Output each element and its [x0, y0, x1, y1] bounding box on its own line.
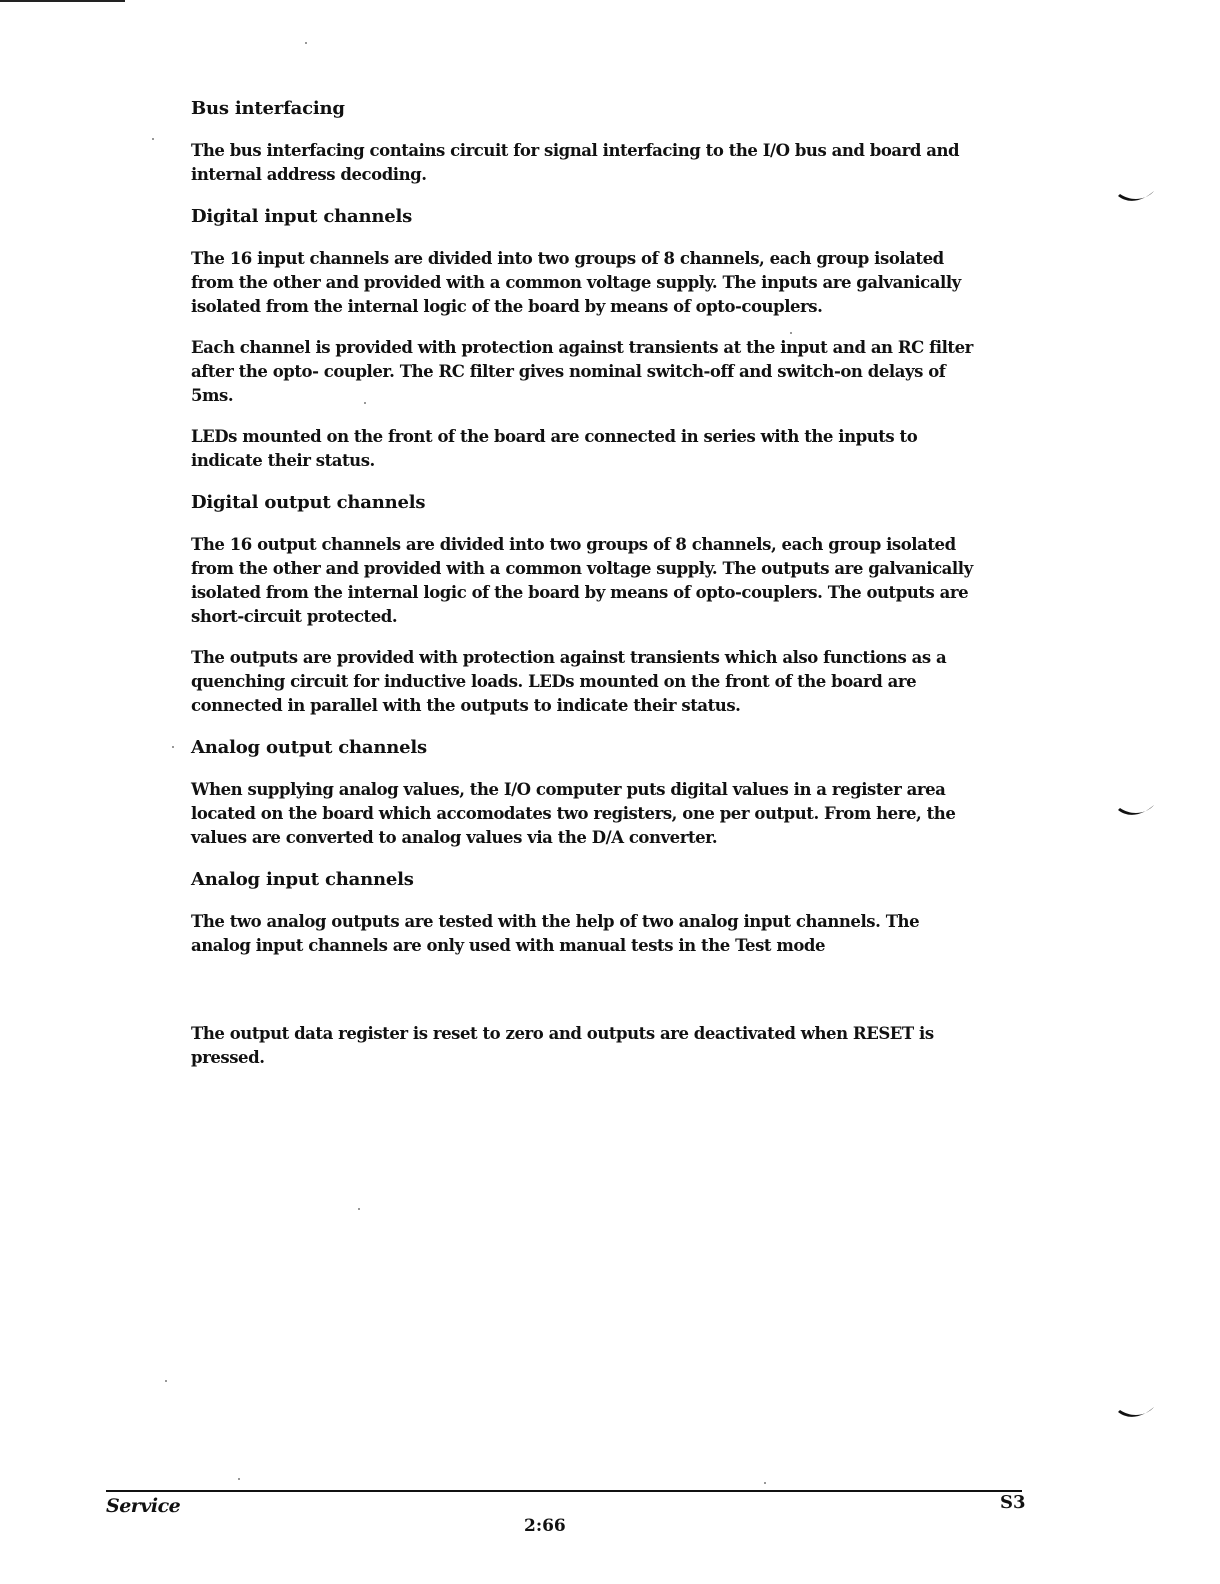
scan-speck: [305, 42, 307, 44]
scan-speck: [238, 1478, 240, 1480]
section-paragraph: The 16 input channels are divided into two groups of 8 channels, each group isolated from the other and provided with a common voltage supply. The inputs are galvanically isolated from the internal logic of the board by means of opto-couplers.: [191, 249, 961, 316]
section-heading: Analog output channels: [191, 737, 427, 758]
section-paragraph: The 16 output channels are divided into two groups of 8 channels, each group isolated from the other and provided with a common voltage supply. The outputs are galvanically isolated from the internal logic of the board by means of opto-couplers. The outputs are short-circuit protected.: [191, 535, 973, 626]
section-paragraph: When supplying analog values, the I/O computer puts digital values in a register area located on the board which accomodates two registers, one per output. From here, the values are converted to analog values via the D/A converter.: [191, 780, 956, 847]
section-paragraph: Each channel is provided with protection against transients at the input and an RC filter after the opto- coupler. The RC filter gives nominal switch-off and switch-on delays of 5ms.: [191, 338, 973, 405]
page-number: 2:66: [524, 1516, 566, 1536]
section-paragraph: The bus interfacing contains circuit for signal interfacing to the I/O bus and board and internal address decoding.: [191, 141, 960, 184]
scan-speck: [790, 332, 792, 334]
binder-mark-icon: [1116, 188, 1156, 206]
section-analog-output-channels: [191, 735, 981, 850]
scan-speck: [764, 1482, 766, 1484]
section-paragraph: LEDs mounted on the front of the board are connected in series with the inputs to indicate their status.: [191, 427, 918, 470]
scan-speck: [364, 402, 366, 404]
section-digital-output-channels: [191, 490, 981, 718]
top-edge-rule: [0, 0, 125, 2]
section-paragraph: The two analog outputs are tested with the help of two analog input channels. The analog input channels are only used with manual tests in the Test mode: [191, 912, 920, 955]
footer-section-label: Service: [106, 1495, 181, 1517]
binder-mark-icon: [1116, 802, 1156, 820]
section-heading: Bus interfacing: [191, 98, 345, 119]
binder-mark-icon: [1116, 1404, 1156, 1422]
scan-speck: [152, 138, 154, 140]
section-heading: Digital output channels: [191, 492, 426, 513]
scan-speck: [165, 1380, 167, 1382]
page-body: [191, 96, 981, 1087]
reset-note: The output data register is reset to zero and outputs are deactivated when RESET is pressed.: [191, 1024, 934, 1067]
section-heading: Analog input channels: [191, 869, 414, 890]
section-bus-interfacing: [191, 96, 981, 187]
footer-rule: [106, 1490, 1022, 1492]
section-heading: Digital input channels: [191, 206, 413, 227]
section-analog-input-channels: [191, 867, 981, 958]
footer-chapter-label: S3: [1000, 1492, 1026, 1513]
section-digital-input-channels: [191, 204, 981, 473]
section-paragraph: The outputs are provided with protection against transients which also functions as a quenching circuit for inductive loads. LEDs mounted on the front of the board are connected in parallel with the outputs to indicate their status.: [191, 648, 947, 715]
scan-speck: [358, 1208, 360, 1210]
scan-speck: [172, 746, 174, 748]
